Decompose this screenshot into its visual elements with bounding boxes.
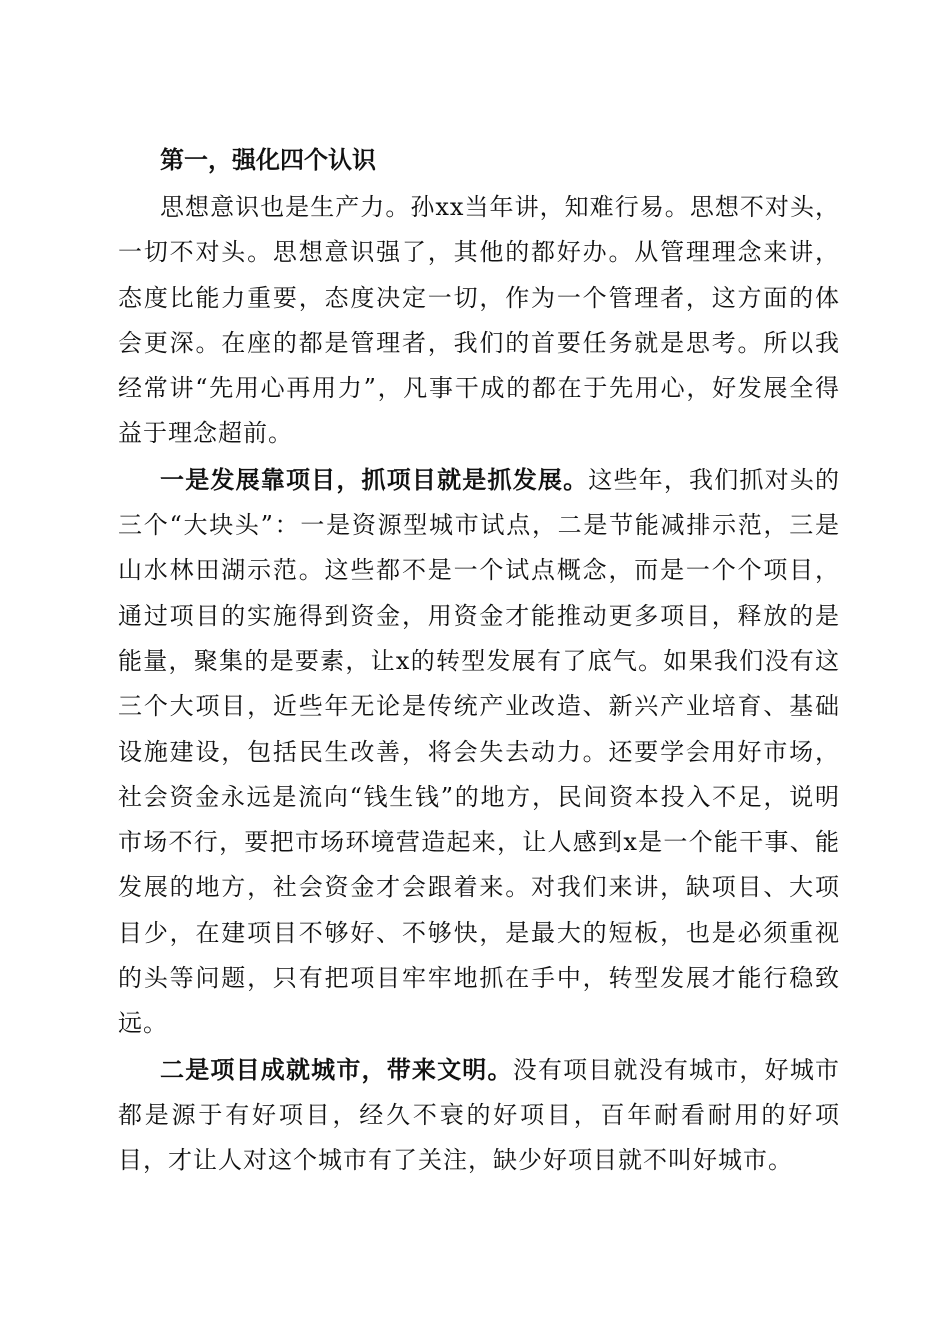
paragraph-2-lead: 一是发展靠项目，抓项目就是抓发展。: [160, 464, 589, 494]
paragraph-1-text: 思想意识也是生产力。孙xx当年讲，知难行易。思想不对头，一切不对头。思想意识强了，其他的都好办。从管理理念来讲，态度比能力重要，态度决定一切，作为一个管理者，这方面的体会更深。在座的都是管理者，我们的首要任务就是思考。所以我经常讲“先用心再用力”，凡事干成的都在于先用心，好发展全得益于理念超前。: [118, 193, 840, 448]
paragraph-2-text: 这些年，我们抓对头的三个“大块头”：一是资源型城市试点，二是节能减排示范，三是山水林田湖示范。这些都不是一个试点概念，而是一个个项目，通过项目的实施得到资金，用资金才能推动更多项目，释放的是能量，聚集的是要素，让x的转型发展有了底气。如果我们没有这三个大项目，近些年无论是传统产业改造、新兴产业培育、基础设施建设，包括民生改善，将会失去动力。还要学会用好市场，社会资金永远是流向“钱生钱”的地方，民间资本投入不足，说明市场不行，要把市场环境营造起来，让人感到x是一个能干事、能发展的地方，社会资金才会跟着来。对我们来讲，缺项目、大项目少，在建项目不够好、不够快，是最大的短板，也是必须重视的头等问题，只有把项目牢牢地抓在手中，转型发展才能行稳致远。: [118, 465, 841, 1038]
document-body: [118, 136, 840, 1184]
paragraph-3: [118, 1047, 840, 1184]
section-heading: 第一，强化四个认识: [160, 145, 376, 174]
paragraph-3-text: 没有项目就没有城市，好城市都是源于有好项目，经久不衰的好项目，百年耐看耐用的好项目，才让人对这个城市有了关注，缺少好项目就不叫好城市。: [118, 1055, 841, 1175]
paragraph-2: [118, 457, 840, 1047]
paragraph-1: [118, 184, 840, 457]
paragraph-3-lead: 二是项目成就城市，带来文明。: [160, 1054, 513, 1084]
